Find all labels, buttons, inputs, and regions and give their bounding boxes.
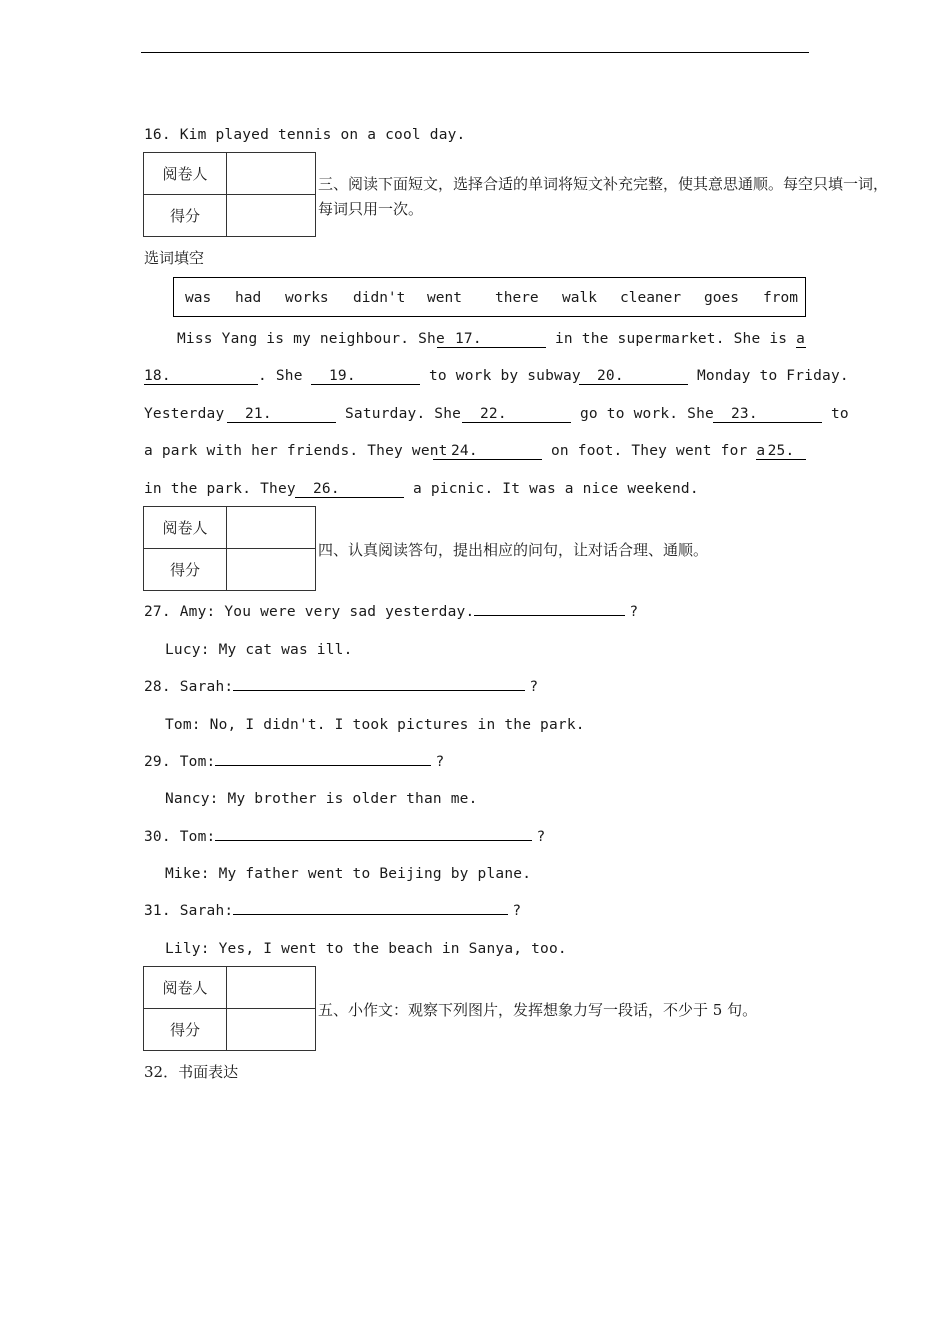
reviewer-cell[interactable] [227,967,316,1009]
section3-instruction-line2: 每词只用一次。 [318,200,424,218]
word-bank-item: didn't [353,290,406,306]
word-bank-item: there [495,290,539,306]
grader-table-section5 [143,966,316,1051]
passage-text: a picnic. It was a nice weekend. [413,481,699,497]
passage-text: to [831,406,849,422]
question-31 [144,902,521,920]
question-27-mark: ? [629,604,639,620]
passage-text: a park with her friends. They went [144,443,448,459]
reviewer-label: 阅卷人 [144,153,227,195]
passage-text: . She [258,368,303,384]
word-bank-item: had [235,290,262,306]
blank-19-label: 19. [311,368,420,385]
reviewer-cell[interactable] [227,507,316,549]
answer-29-reply: Nancy: My brother is older than me. [165,791,478,807]
passage-text: Monday to Friday. [697,368,849,384]
blank-21[interactable] [227,405,336,423]
question-30 [144,828,545,846]
section5-instruction: 五、小作文：观察下列图片，发挥想象力写一段话，不少于 5 句。 [318,1001,758,1019]
question-30-mark: ? [536,829,546,845]
blank-17-label: 17. [437,331,546,348]
blank-22-label: 22. [462,406,571,423]
word-bank [173,277,806,317]
blank-18-start [796,347,806,348]
answer-28-reply: Tom: No, I didn't. I took pictures in the park. [165,717,585,733]
word-bank-item: walk [562,290,597,306]
passage-text: to work by subway [429,368,581,384]
question-30-text: 30. Tom: [144,829,216,845]
blank-26-label: 26. [295,481,404,498]
blank-26[interactable] [295,480,404,498]
score-cell[interactable] [227,1009,316,1051]
blank-18[interactable] [144,367,258,385]
blank-25-label: 25. [756,443,806,460]
question-32-title: 32．书面表达 [144,1063,239,1081]
score-cell[interactable] [227,195,316,237]
blank-19[interactable] [311,367,420,385]
score-cell[interactable] [227,549,316,591]
word-bank-item: was [185,290,212,306]
answer-31-blank[interactable] [233,914,508,915]
grader-table-section3 [143,152,316,237]
question-27-text: 27. Amy: You were very sad yesterday. [144,604,475,620]
blank-20-label: 20. [579,368,688,385]
question-29 [144,753,444,771]
blank-21-label: 21. [227,406,336,423]
word-bank-item: went [427,290,462,306]
passage-text: Saturday. She [345,406,462,422]
score-label: 得分 [144,195,227,237]
answer-29-blank[interactable] [215,765,431,766]
blank-22[interactable] [462,405,571,423]
blank-17[interactable] [437,330,546,348]
question-31-mark: ? [512,903,522,919]
reviewer-cell[interactable] [227,153,316,195]
blank-20[interactable] [579,367,688,385]
question-16-number: 16. [144,127,171,143]
score-label: 得分 [144,549,227,591]
score-label: 得分 [144,1009,227,1051]
blank-18-label: 18. [144,368,258,385]
section3-subtitle: 选词填空 [144,249,205,267]
question-29-text: 29. Tom: [144,754,216,770]
blank-23[interactable] [713,405,822,423]
section3-instruction-line1: 三、阅读下面短文，选择合适的单词将短文补充完整，使其意思通顺。每空只填一词， [318,175,889,193]
header-rule [141,52,809,53]
blank-24[interactable] [433,442,542,460]
passage-text: Miss Yang is my neighbour. She [177,331,445,347]
question-31-text: 31. Sarah: [144,903,234,919]
blank-25[interactable] [756,442,806,460]
question-16 [144,126,466,144]
question-16-text: Kim played tennis on a cool day. [179,127,466,143]
blank-24-label: 24. [433,443,542,460]
question-29-mark: ? [435,754,445,770]
question-27 [144,603,638,621]
word-bank-item: from [763,290,798,306]
word-bank-item: goes [704,290,739,306]
answer-30-reply: Mike: My father went to Beijing by plane. [165,866,532,882]
grader-table-section4 [143,506,316,591]
question-28 [144,678,538,696]
passage-text: go to work. She [580,406,714,422]
question-28-text: 28. Sarah: [144,679,234,695]
section4-instruction: 四、认真阅读答句，提出相应的问句，让对话合理、通顺。 [318,541,709,559]
passage-text: in the park. They [144,481,296,497]
answer-28-blank[interactable] [233,690,525,691]
reviewer-label: 阅卷人 [144,967,227,1009]
answer-31-reply: Lily: Yes, I went to the beach in Sanya, too. [165,941,567,957]
question-28-mark: ? [529,679,539,695]
word-bank-item: cleaner [620,290,682,306]
word-bank-item: works [285,290,329,306]
passage-text: on foot. They went for a [551,443,766,459]
blank-23-label: 23. [713,406,822,423]
passage-text: Yesterday [144,406,225,422]
answer-30-blank[interactable] [215,840,532,841]
answer-27-blank[interactable] [474,615,625,616]
answer-27-reply: Lucy: My cat was ill. [165,642,353,658]
reviewer-label: 阅卷人 [144,507,227,549]
passage-text: in the supermarket. She is a [555,331,806,347]
